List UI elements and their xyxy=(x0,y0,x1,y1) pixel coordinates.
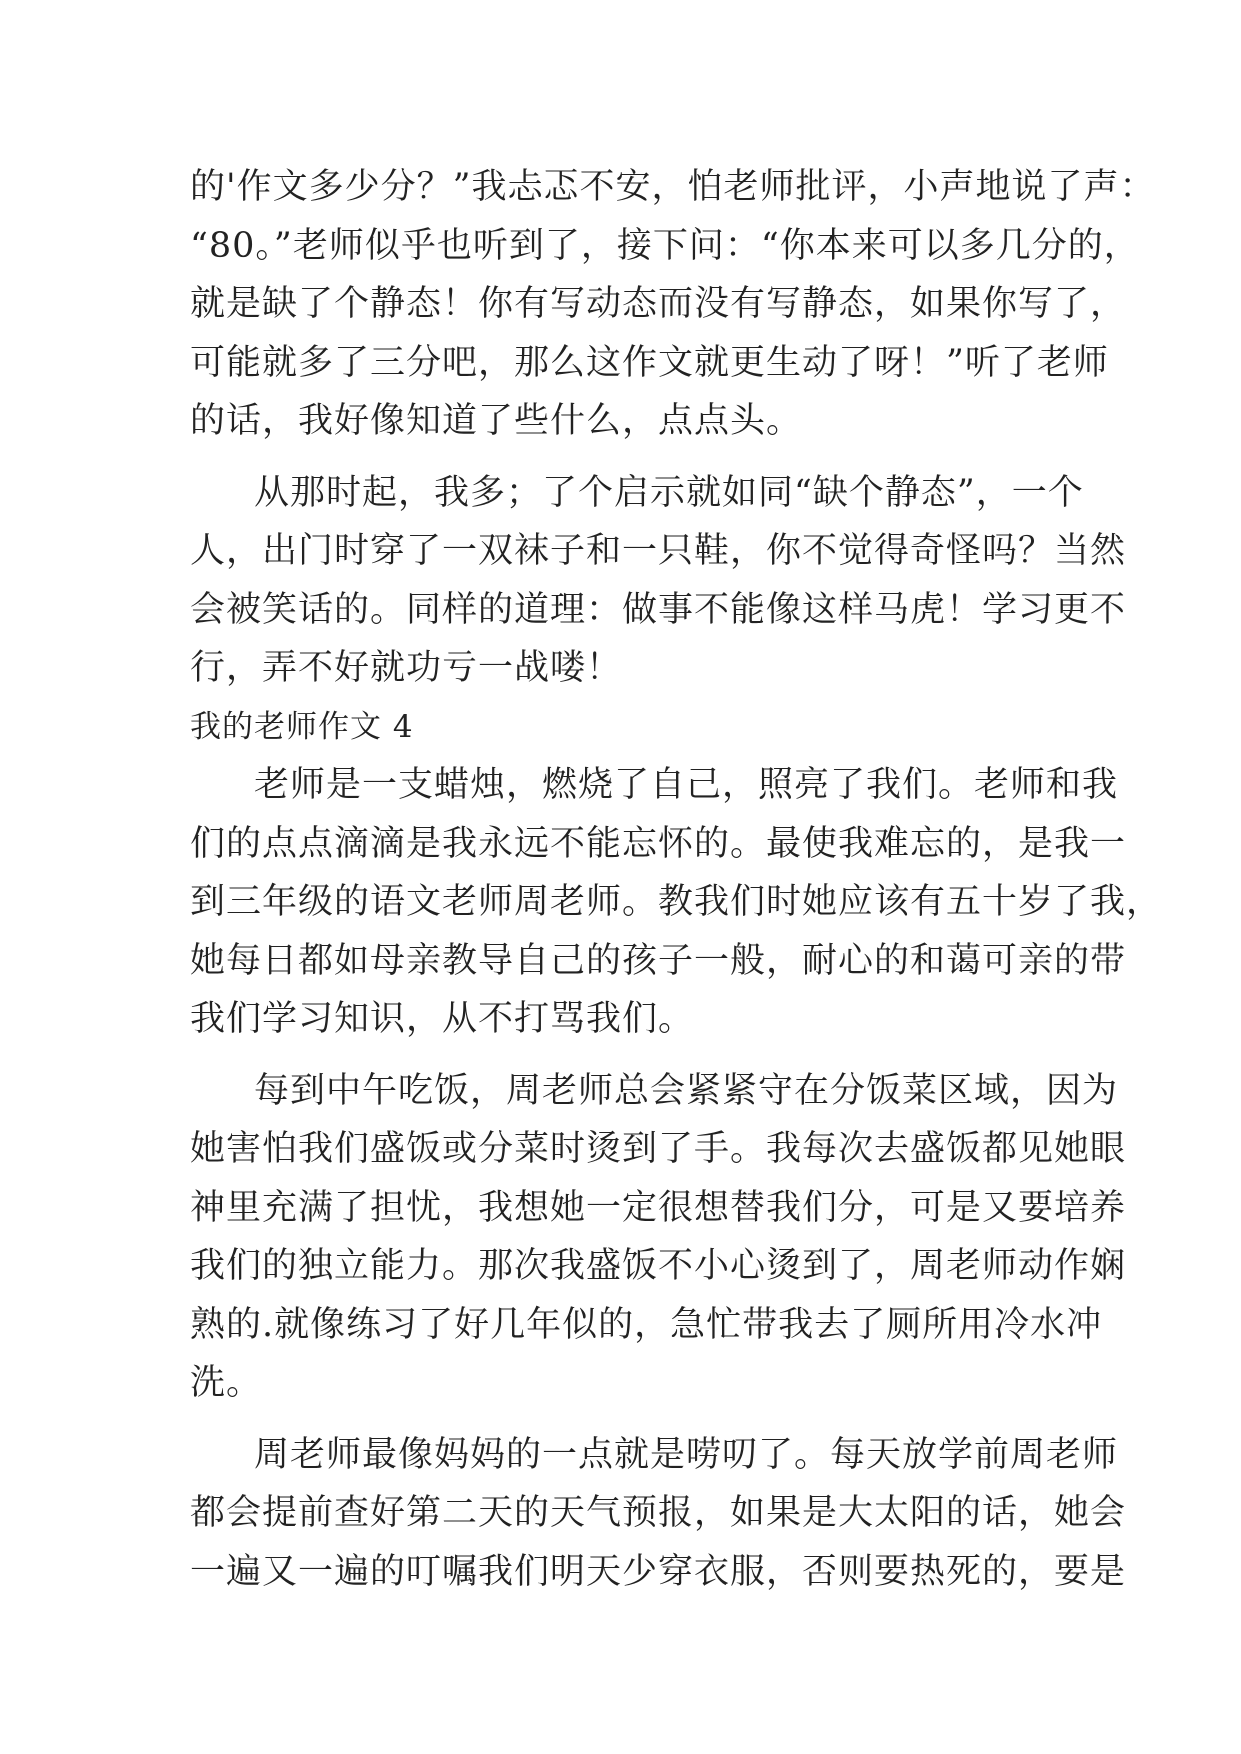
document-body xyxy=(190,158,1163,1601)
text-line: 熟的.就像练习了好几年似的，急忙带我去了厕所用冷水冲 xyxy=(190,1304,1103,1345)
text-line: 行，弄不好就功亏一战喽！ xyxy=(190,648,623,688)
paragraph-first-line: 老师是一支蜡烛，燃烧了自己，照亮了我们。老师和我 xyxy=(254,765,1119,805)
text-line: 都会提前查好第二天的天气预报，如果是大太阳的话，她会 xyxy=(190,1493,1127,1533)
text-line: 到三年级的语文老师周老师。教我们时她应该有五十岁了我， xyxy=(190,882,1163,922)
text-line: 她害怕我们盛饭或分菜时烫到了手。我每次去盛饭都见她眼 xyxy=(190,1129,1127,1169)
text-line: 一遍又一遍的叮嘱我们明天少穿衣服，否则要热死的，要是 xyxy=(190,1551,1127,1592)
text-line: 神里充满了担忧，我想她一定很想替我们分，可是又要培养 xyxy=(190,1187,1127,1228)
text-line: 我们学习知识，从不打骂我们。 xyxy=(190,999,695,1039)
text-line: 的'作文多少分？”我忐忑不安，怕老师批评，小声地说了声： xyxy=(190,167,1156,207)
text-line: 就是缺了个静态！你有写动态而没有写静态，如果你写了， xyxy=(190,284,1127,324)
section-heading: 我的老师作文 4 xyxy=(190,708,414,745)
text-line: 洗。 xyxy=(190,1363,263,1403)
text-line: 会被笑话的。同样的道理：做事不能像这样马虎！学习更不 xyxy=(190,589,1127,630)
text-line: 我们的独立能力。那次我盛饭不小心烫到了，周老师动作娴 xyxy=(190,1246,1127,1286)
text-line: “80。”老师似乎也听到了，接下问：“你本来可以多几分的， xyxy=(190,225,1140,266)
text-line: 人，出门时穿了一双袜子和一只鞋，你不觉得奇怪吗？当然 xyxy=(190,531,1127,571)
text-line: 可能就多了三分吧，那么这作文就更生动了呀！”听了老师 xyxy=(190,342,1109,383)
paragraph-first-line: 每到中午吃饭，周老师总会紧紧守在分饭菜区域，因为 xyxy=(254,1070,1119,1111)
paragraph-first-line: 从那时起，我多；了个启示就如同“缺个静态”，一个 xyxy=(254,472,1084,513)
text-line: 们的点点滴滴是我永远不能忘怀的。最使我难忘的，是我一 xyxy=(190,823,1127,864)
text-line: 的话，我好像知道了些什么，点点头。 xyxy=(190,401,803,441)
text-line: 她每日都如母亲教导自己的孩子一般，耐心的和蔼可亲的带 xyxy=(190,940,1127,981)
paragraph-first-line: 周老师最像妈妈的一点就是唠叨了。每天放学前周老师 xyxy=(254,1434,1119,1475)
